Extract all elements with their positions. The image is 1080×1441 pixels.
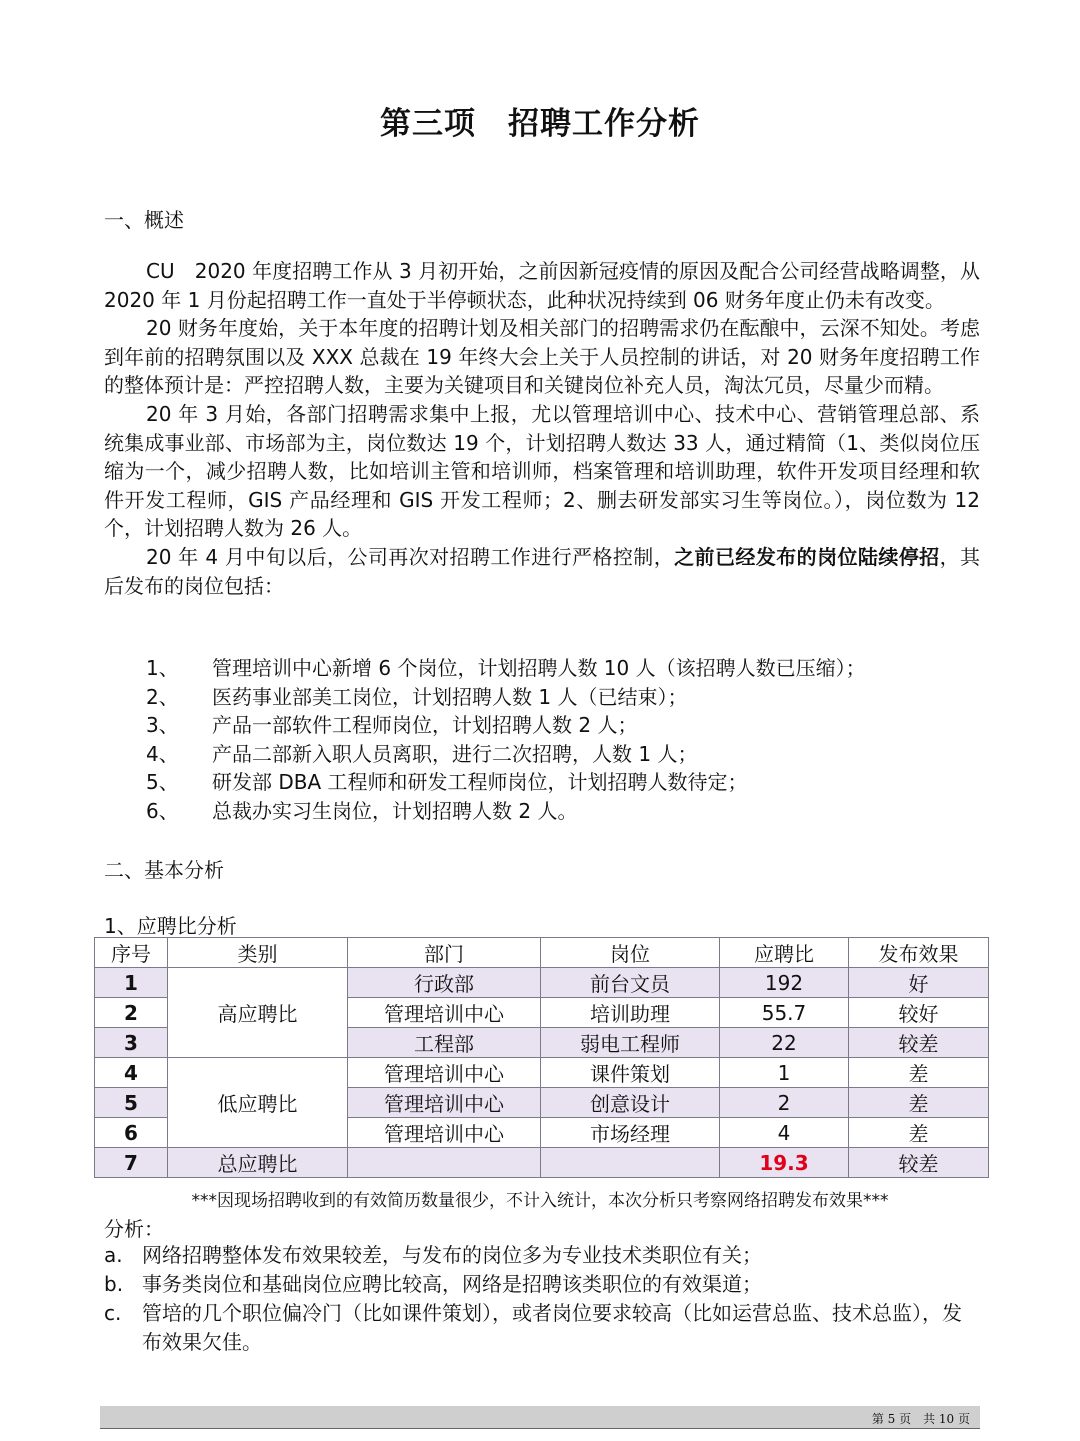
list-number: 3、 <box>146 713 179 738</box>
list-item <box>146 768 866 797</box>
cell-department: 管理培训中心 <box>348 998 541 1028</box>
cell-position: 弱电工程师 <box>541 1028 720 1058</box>
cell-seq: 6 <box>95 1118 168 1148</box>
header-ratio: 应聘比 <box>720 938 849 968</box>
cell-empty <box>541 1148 720 1178</box>
overview-body <box>104 257 980 600</box>
table-total-row <box>95 1148 989 1178</box>
cell-position: 课件策划 <box>541 1058 720 1088</box>
cell-category-low: 低应聘比 <box>168 1058 348 1148</box>
cell-effect: 差 <box>849 1118 989 1148</box>
cell-seq: 7 <box>95 1148 168 1178</box>
cell-ratio: 1 <box>720 1058 849 1088</box>
list-number: b. <box>104 1272 124 1296</box>
cell-seq: 2 <box>95 998 168 1028</box>
header-position: 岗位 <box>541 938 720 968</box>
list-number: 4、 <box>146 741 179 766</box>
cell-seq: 1 <box>95 968 168 998</box>
cell-seq: 3 <box>95 1028 168 1058</box>
list-text: 医药事业部美工岗位，计划招聘人数 1 人（已结束）； <box>212 684 688 709</box>
section-heading-overview: 一、概述 <box>104 208 184 232</box>
paragraph-4 <box>104 543 980 600</box>
list-number: 5、 <box>146 770 179 795</box>
list-number: c. <box>104 1301 122 1325</box>
cell-position: 市场经理 <box>541 1118 720 1148</box>
list-text: 网络招聘整体发布效果较差，与发布的岗位多为专业技术类职位有关； <box>142 1243 762 1267</box>
cell-department: 行政部 <box>348 968 541 998</box>
cell-effect: 好 <box>849 968 989 998</box>
cell-total-effect: 较差 <box>849 1148 989 1178</box>
analysis-label: 分析： <box>104 1217 164 1241</box>
paragraph-3: 20 年 3 月始，各部门招聘需求集中上报，尤以管理培训中心、技术中心、营销管理总部、系统集成事业部、市场部为主，岗位数达 19 个，计划招聘人数达 33 人，通过精简（1、类似岗位压缩为一个，减少招聘人数，比如培训主管和培训师，档案管理和培训助理，软件开发项目经理和软件开发工程师，GIS 产品经理和 GIS 开发工程师；2、删去研发部实习生等岗位。），岗位数为 12 个，计划招聘人数为 26 人。 <box>104 401 980 541</box>
cell-ratio: 22 <box>720 1028 849 1058</box>
cell-effect: 差 <box>849 1088 989 1118</box>
list-text: 研发部 DBA 工程师和研发工程师岗位，计划招聘人数待定； <box>212 770 748 795</box>
header-department: 部门 <box>348 938 541 968</box>
cell-department: 工程部 <box>348 1028 541 1058</box>
table-row <box>95 1058 989 1088</box>
table-header-row <box>95 938 989 968</box>
list-text: 管理培训中心新增 6 个岗位，计划招聘人数 10 人（该招聘人数已压缩）； <box>212 656 866 680</box>
list-number: 6、 <box>146 798 179 823</box>
header-seq: 序号 <box>95 938 168 968</box>
section-heading-analysis: 二、基本分析 <box>104 858 224 882</box>
list-text: 产品一部软件工程师岗位，计划招聘人数 2 人； <box>212 713 638 738</box>
list-text: 总裁办实习生岗位，计划招聘人数 2 人。 <box>212 798 578 823</box>
table-caption: 1、应聘比分析 <box>104 914 237 938</box>
list-text: 管培的几个职位偏冷门（比如课件策划），或者岗位要求较高（比如运营总监、技术总监），发布效果欠佳。 <box>142 1301 962 1354</box>
cell-ratio: 192 <box>720 968 849 998</box>
list-item <box>104 1270 980 1299</box>
cell-position: 培训助理 <box>541 998 720 1028</box>
cell-ratio: 4 <box>720 1118 849 1148</box>
cell-effect: 差 <box>849 1058 989 1088</box>
cell-position: 前台文员 <box>541 968 720 998</box>
page-number: 第 5 页 共 10 页 <box>871 1412 970 1426</box>
cell-total-label: 总应聘比 <box>168 1148 348 1178</box>
list-item <box>104 1299 980 1357</box>
paragraph-4-end: ，其后发布的岗位包括： <box>104 544 981 598</box>
cell-empty <box>348 1148 541 1178</box>
cell-department: 管理培训中心 <box>348 1088 541 1118</box>
paragraph-4-bold: 之前已经发布的岗位陆续停招 <box>674 544 940 569</box>
list-item <box>146 654 866 683</box>
page-title: 第三项 招聘工作分析 <box>380 106 700 142</box>
cell-effect: 较差 <box>849 1028 989 1058</box>
list-number: 2、 <box>146 684 179 709</box>
analysis-list <box>104 1241 980 1357</box>
cell-department: 管理培训中心 <box>348 1058 541 1088</box>
list-item <box>146 683 866 712</box>
table-note: ***因现场招聘收到的有效简历数量很少，不计入统计，本次分析只考察网络招聘发布效果*** <box>191 1191 889 1211</box>
cell-seq: 5 <box>95 1088 168 1118</box>
cell-department: 管理培训中心 <box>348 1118 541 1148</box>
application-ratio-table <box>94 937 989 1178</box>
list-item <box>146 740 866 769</box>
list-item <box>104 1241 980 1270</box>
cell-effect: 较好 <box>849 998 989 1028</box>
list-number: a. <box>104 1243 123 1267</box>
cell-category-high: 高应聘比 <box>168 968 348 1058</box>
positions-list <box>146 654 866 826</box>
header-category: 类别 <box>168 938 348 968</box>
list-item <box>146 711 866 740</box>
cell-seq: 4 <box>95 1058 168 1088</box>
cell-position: 创意设计 <box>541 1088 720 1118</box>
header-effect: 发布效果 <box>849 938 989 968</box>
paragraph-2: 20 财务年度始，关于本年度的招聘计划及相关部门的招聘需求仍在酝酿中，云深不知处。考虑到年前的招聘氛围以及 XXX 总裁在 19 年终大会上关于人员控制的讲话，对 20 财务年度招聘工作的整体预计是：严控招聘人数，主要为关键项目和关键岗位补充人员，淘汰冗员，尽量少而精。 <box>104 316 980 398</box>
cell-ratio: 2 <box>720 1088 849 1118</box>
list-number: 1、 <box>146 656 179 680</box>
list-text: 产品二部新入职人员离职，进行二次招聘，人数 1 人； <box>212 741 698 766</box>
cell-ratio: 55.7 <box>720 998 849 1028</box>
paragraph-1: CU 2020 年度招聘工作从 3 月初开始，之前因新冠疫情的原因及配合公司经营战略调整，从 2020 年 1 月份起招聘工作一直处于半停顿状态，此种状况持续到 06 财务年度止仍未有改变。 <box>104 259 980 312</box>
paragraph-4-start: 20 年 4 月中旬以后，公司再次对招聘工作进行严格控制， <box>146 544 675 569</box>
cell-total-ratio: 19.3 <box>720 1148 849 1178</box>
list-text: 事务类岗位和基础岗位应聘比较高，网络是招聘该类职位的有效渠道； <box>142 1272 762 1296</box>
list-item <box>146 797 866 826</box>
page-footer <box>100 1406 980 1429</box>
table-row <box>95 968 989 998</box>
